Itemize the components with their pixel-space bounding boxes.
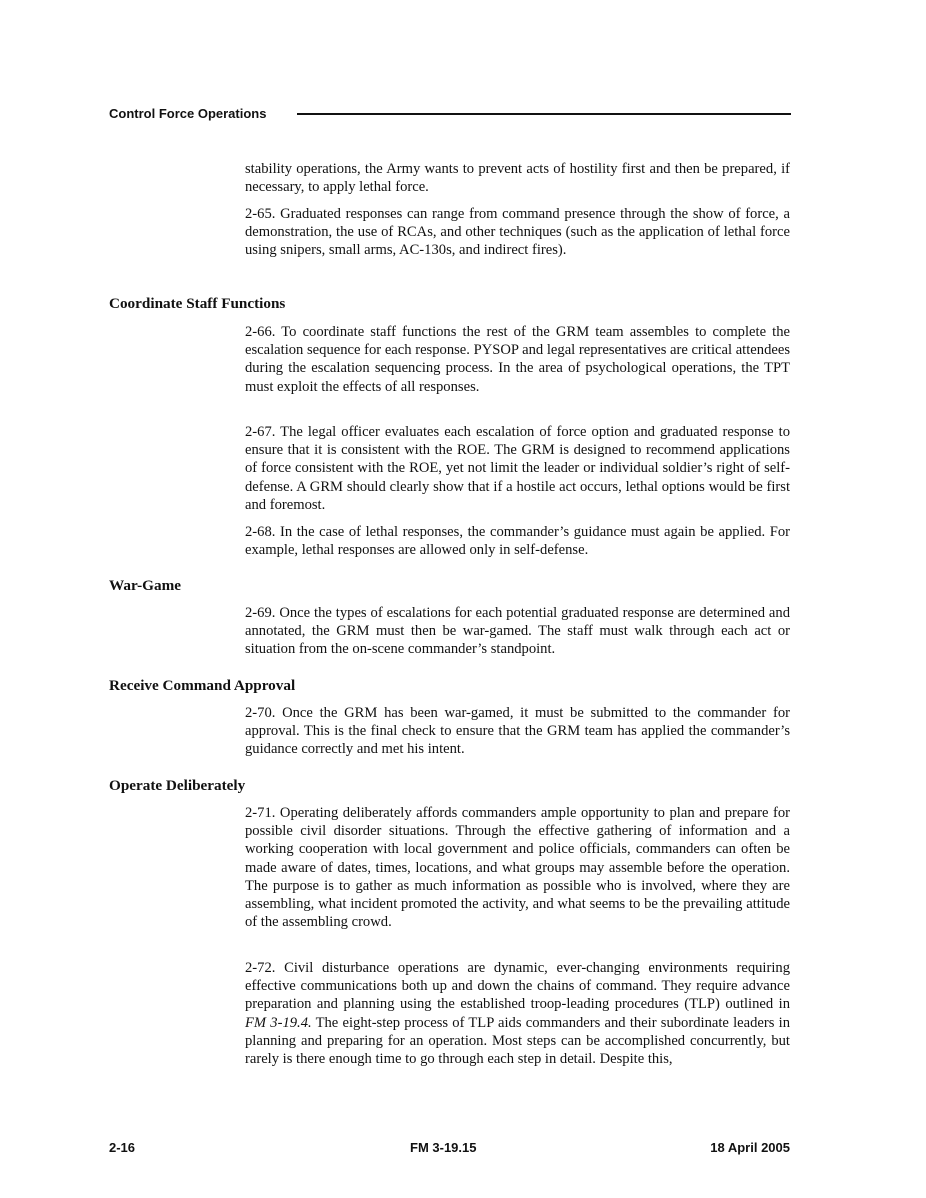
paragraph-text: 2-66. To coordinate staff functions the rest of the GRM team assembles to complete the escalation sequence for each response. PYSOP and legal representatives are critical attendees during the escalation sequencing process. In the area of psychological operations, the TPT must exploit the effects of all responses. [245,324,790,395]
paragraph-text: 2-68. In the case of lethal responses, the commander’s guidance must again be applied. For example, lethal responses are allowed only in self-defense. [245,524,790,559]
paragraph-2-70 [245,704,790,759]
paragraph-text-part: 2-72. Civil disturbance operations are dynamic, ever-changing environments requiring effective communications both up and down the chains of command. They require advance preparation and planning using the established troop-leading procedures (TLP) outlined in [245,960,790,1013]
running-title: Control Force Operations [109,106,267,121]
paragraph-text: stability operations, the Army wants to prevent acts of hostility first and then be prepared, if necessary, to apply lethal force. [245,161,790,196]
paragraph-2-72 [245,959,790,1068]
footer-manual-number: FM 3-19.15 [410,1140,477,1155]
paragraph-text: 2-69. Once the types of escalations for each potential graduated response are determined and annotated, the GRM must then be war-gamed. The staff must walk through each act or situation from the on-scene commander’s standpoint. [245,605,790,658]
heading-receive-command-approval: Receive Command Approval [109,677,296,694]
heading-operate-deliberately: Operate Deliberately [109,777,246,794]
footer-page-number: 2-16 [109,1140,136,1155]
heading-coordinate-staff-functions: Coordinate Staff Functions [109,295,286,312]
paragraph-text: 2-67. The legal officer evaluates each escalation of force option and graduated response to ensure that it is consistent with the ROE. The GRM is designed to recommend applications of force consistent with the ROE, yet not limit the leader or individual soldier’s right of self-defense. A GRM should clearly show that if a hostile act occurs, lethal options would be first and foremost. [245,424,790,513]
paragraph-2-66 [245,323,790,396]
footer-date: 18 April 2005 [710,1140,790,1155]
paragraph-2-69 [245,604,790,659]
header-rule [297,113,791,115]
paragraph-2-67 [245,423,790,514]
manual-reference: FM 3-19.4. [245,1014,312,1031]
paragraph-text [245,959,790,1068]
paragraph-text: 2-65. Graduated responses can range from command presence through the show of force, a demonstration, the use of RCAs, and other techniques (such as the application of lethal force using snipers, small arms, AC-130s, and indirect fires). [245,206,790,259]
paragraph-2-71 [245,804,790,931]
paragraph-continuation [245,160,790,196]
paragraph-text: 2-70. Once the GRM has been war-gamed, it must be submitted to the commander for approval. This is the final check to ensure that the GRM team has applied the commander’s guidance correctly and met his intent. [245,705,790,758]
paragraph-text: 2-71. Operating deliberately affords commanders ample opportunity to plan and prepare for possible civil disorder situations. Through the effective gathering of information and a working cooperation with local government and police officials, commanders can often be made aware of dates, times, locations, and what groups may assemble before the operation. The purpose is to gather as much information as possible who is involved, where they are assembling, what incident promoted the activity, and what seems to be the prevailing attitude of the assembling crowd. [245,805,790,931]
running-header [109,104,791,124]
heading-war-game: War-Game [109,577,181,594]
paragraph-text-part: The eight-step process of TLP aids commanders and their subordinate leaders in planning and preparing for an operation. Most steps can be accomplished concurrently, but rarely is there enough time to go through each step in detail. Despite this, [245,1014,790,1068]
paragraph-2-68 [245,523,790,559]
paragraph-2-65 [245,205,790,260]
